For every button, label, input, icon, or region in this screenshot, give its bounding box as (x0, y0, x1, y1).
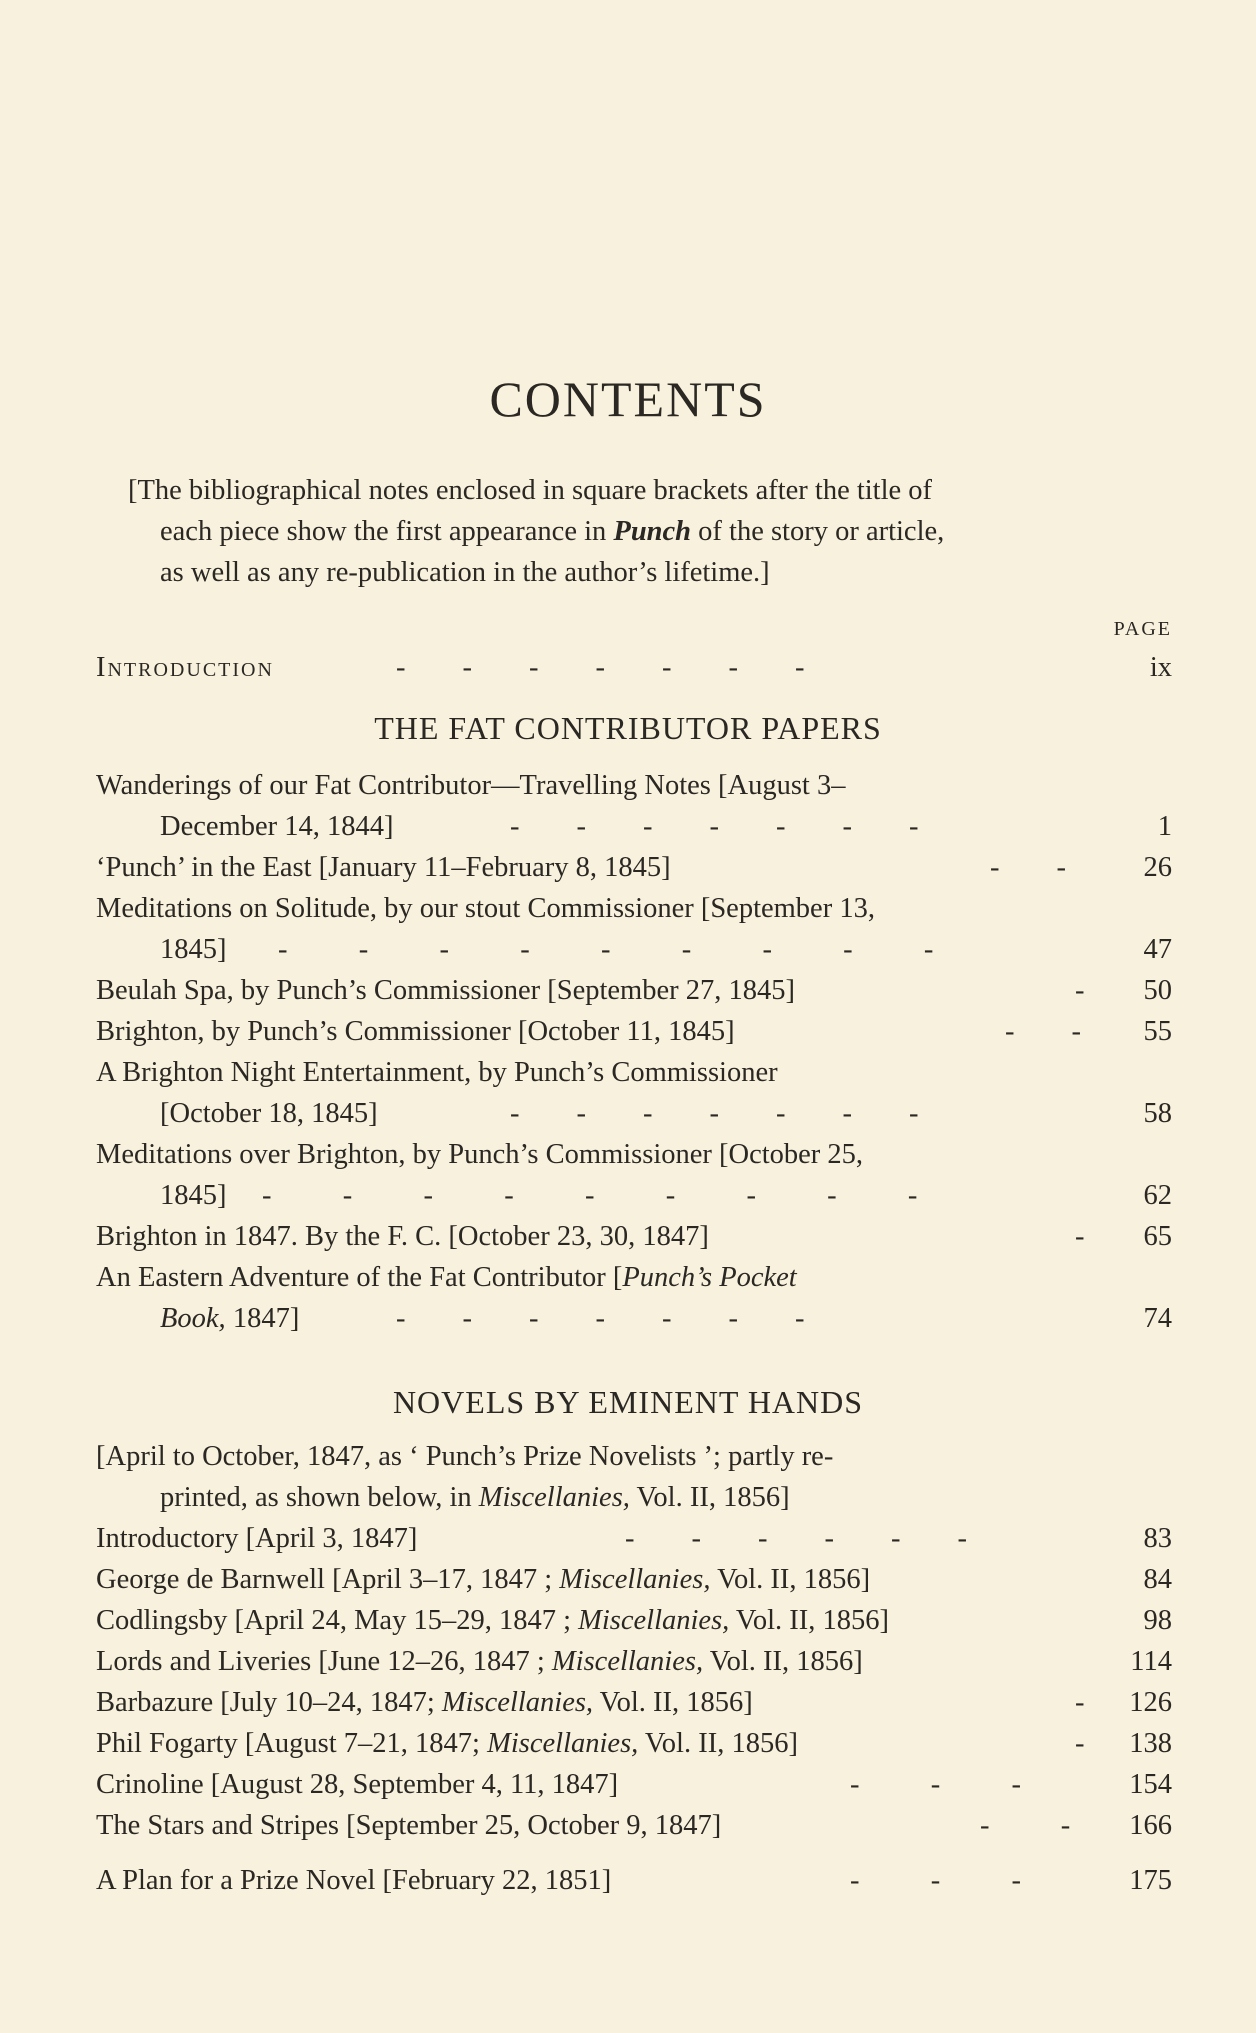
toc-entry-text: George de Barnwell [April 3–17, 1847 ; (96, 1564, 560, 1595)
toc-entry-cont[interactable] (160, 1303, 299, 1335)
toc-entry[interactable]: Wanderings of our Fat Contributor—Travelling Notes [August 3– (96, 770, 846, 801)
toc-entry[interactable]: Beulah Spa, by Punch’s Commissioner [September 27, 1845] (96, 975, 795, 1006)
toc-entry-cont[interactable]: 1845] (160, 934, 227, 965)
toc-entry-cont[interactable]: 1845] (160, 1180, 227, 1211)
toc-page: 83 (1143, 1523, 1172, 1554)
toc-page: 50 (1143, 975, 1172, 1006)
toc-page: 55 (1143, 1016, 1172, 1047)
toc-entry[interactable]: A Plan for a Prize Novel [February 22, 1851] (96, 1865, 612, 1896)
leader-dashes: - - (980, 1810, 1071, 1841)
toc-page: 74 (1143, 1303, 1172, 1334)
leader-dashes: - (1075, 975, 1085, 1006)
section-heading-fat-contributor: THE FAT CONTRIBUTOR PAPERS (374, 710, 882, 746)
toc-entry-italic: Miscellanies, (578, 1605, 730, 1636)
toc-entry[interactable] (96, 1728, 798, 1760)
toc-entry[interactable] (96, 1564, 870, 1596)
toc-page: 65 (1143, 1221, 1172, 1252)
toc-page: 114 (1130, 1646, 1172, 1677)
leader-dashes: - - - - - - - - - (278, 934, 934, 965)
toc-entry[interactable]: The Stars and Stripes [September 25, October 9, 1847] (96, 1810, 722, 1841)
toc-page: ix (1149, 652, 1172, 683)
toc-entry-italic: Book, (160, 1303, 226, 1334)
toc-entry[interactable] (96, 1262, 797, 1294)
leader-dashes: - - - - - - (625, 1523, 967, 1554)
toc-entry-text: 1847] (225, 1303, 300, 1334)
toc-entry-italic: Miscellanies, (441, 1687, 594, 1718)
leader-dashes: - (1075, 1728, 1085, 1759)
toc-entry-italic: Miscellanies, (551, 1646, 704, 1677)
toc-entry-text: An Eastern Adventure of the Fat Contributor [ (96, 1262, 623, 1293)
toc-entry[interactable]: ‘Punch’ in the East [January 11–February 8, 1845] (96, 852, 671, 883)
toc-page: 166 (1129, 1810, 1172, 1841)
note-text: each piece show the first appearance in (160, 516, 614, 547)
toc-entry[interactable] (96, 1687, 753, 1719)
toc-entry-cont[interactable]: [October 18, 1845] (160, 1098, 378, 1129)
toc-entry-text: Vol. II, 1856] (710, 1564, 871, 1595)
leader-dashes: - - - - - - - (396, 1303, 805, 1334)
leader-dashes: - - - (850, 1769, 1021, 1800)
toc-entry-text: Vol. II, 1856] (703, 1646, 863, 1677)
section2-intro-line-1: [April to October, 1847, as ‘ Punch’s Prize Novelists ’; partly re- (96, 1441, 834, 1472)
toc-page: 62 (1143, 1180, 1172, 1211)
leader-dashes: - - - - - - - (510, 811, 919, 842)
toc-entry[interactable]: Meditations over Brighton, by Punch’s Commissioner [October 25, (96, 1139, 864, 1170)
toc-entry-text: Lords and Liveries [June 12–26, 1847 ; (96, 1646, 552, 1677)
toc-entry-text: Vol. II, 1856] (638, 1728, 798, 1759)
leader-dashes: - (1075, 1221, 1085, 1252)
note-italic: Punch (613, 516, 692, 547)
leader-dashes: - - - - - - - (396, 652, 805, 683)
toc-entry-text: Vol. II, 1856] (729, 1605, 889, 1636)
intro-italic: Miscellanies, (478, 1482, 630, 1513)
toc-page: 84 (1143, 1564, 1172, 1595)
toc-entry-italic: Miscellanies, (559, 1564, 711, 1595)
note-line-2 (128, 511, 1178, 552)
toc-introduction[interactable]: Introduction (96, 652, 274, 683)
toc-page: 126 (1129, 1687, 1172, 1718)
leader-dashes: - - (1005, 1016, 1081, 1047)
note-line-1: [The bibliographical notes enclosed in square brackets after the title of (128, 475, 933, 506)
intro-text: printed, as shown below, in (160, 1482, 479, 1513)
toc-entry[interactable]: A Brighton Night Entertainment, by Punch’s Commissioner (96, 1057, 778, 1088)
toc-entry[interactable] (96, 1605, 889, 1637)
leader-dashes: - - - (850, 1865, 1021, 1896)
toc-entry-text: Phil Fogarty [August 7–21, 1847; (96, 1728, 488, 1759)
leader-dashes: - (1075, 1687, 1085, 1718)
leader-dashes: - - - - - - - - - (262, 1180, 918, 1211)
toc-entry-text: Barbazure [July 10–24, 1847; (96, 1687, 442, 1718)
leader-dashes: - - (990, 852, 1066, 883)
toc-page: 47 (1143, 934, 1172, 965)
page-title: CONTENTS (489, 371, 767, 427)
toc-page: 175 (1129, 1865, 1172, 1896)
toc-entry[interactable]: Brighton in 1847. By the F. C. [October 23, 30, 1847] (96, 1221, 709, 1252)
note-line-3: as well as any re-publication in the author’s lifetime.] (160, 557, 770, 588)
section-heading-novels: NOVELS BY EMINENT HANDS (392, 1384, 864, 1420)
intro-text: Vol. II, 1856] (629, 1482, 790, 1513)
leader-dashes: - - - - - - - (510, 1098, 919, 1129)
toc-entry-italic: Miscellanies, (487, 1728, 639, 1759)
toc-entry[interactable]: Crinoline [August 28, September 4, 11, 1847] (96, 1769, 619, 1800)
bibliographical-note (128, 470, 1178, 593)
note-text: of the story or article, (691, 516, 945, 547)
toc-page: 58 (1143, 1098, 1172, 1129)
toc-entry-italic: Punch’s Pocket (622, 1262, 797, 1293)
toc-entry-text: Codlingsby [April 24, May 15–29, 1847 ; (96, 1605, 579, 1636)
toc-entry[interactable]: Meditations on Solitude, by our stout Commissioner [September 13, (96, 893, 875, 924)
toc-page: 26 (1143, 852, 1172, 883)
toc-page: 98 (1143, 1605, 1172, 1636)
section2-intro-line-2 (160, 1482, 790, 1514)
toc-entry[interactable]: Brighton, by Punch’s Commissioner [October 11, 1845] (96, 1016, 735, 1047)
toc-entry-cont[interactable]: December 14, 1844] (160, 811, 394, 842)
page-column-header: PAGE (1113, 618, 1172, 640)
toc-page: 138 (1129, 1728, 1172, 1759)
toc-entry[interactable] (96, 1646, 863, 1678)
toc-entry-text: Vol. II, 1856] (593, 1687, 753, 1718)
toc-page: 1 (1157, 811, 1172, 842)
toc-entry[interactable]: Introductory [April 3, 1847] (96, 1523, 418, 1554)
toc-page: 154 (1129, 1769, 1172, 1800)
